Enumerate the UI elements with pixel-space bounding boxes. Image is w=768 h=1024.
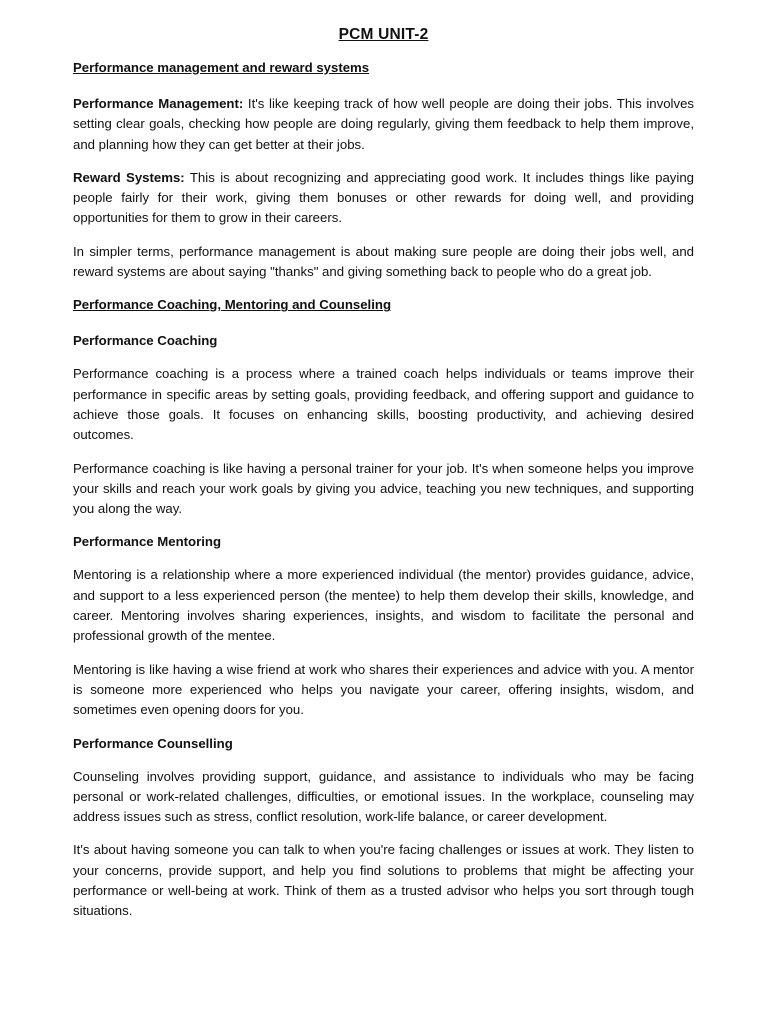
paragraph-mentoring-2: Mentoring is like having a wise friend at work who shares their experiences and advice with you. A mentor is someone more experienced who helps you navigate your career, offering insights, wisdom, and sometimes even opening doors for you. [73,661,694,718]
subheading-performance-coaching: Performance Coaching [73,333,218,349]
paragraph-lead: Reward Systems: [73,169,185,185]
paragraph-text: It's like keeping track of how well people are doing their jobs. This involves setting clear goals, checking how people are doing regularly, giving them feedback to help them improve, and planning how they can get better at their jobs. [73,96,694,152]
paragraph-counselling-2: It's about having someone you can talk to when you're facing challenges or issues at work. They listen to your concerns, provide support, and help you find solutions to problems that might be affecting your performance or well-being at work. Think of them as a trusted advisor who helps you sort through tough situations. [73,842,694,919]
subheading-performance-mentoring: Performance Mentoring [73,534,222,550]
document-title: PCM UNIT-2 [338,26,429,43]
paragraph-performance-management [73,94,694,155]
paragraph-counselling-1: Counseling involves providing support, guidance, and assistance to individuals who may be facing personal or work-related challenges, difficulties, or emotional issues. In the workplace, counseling may address issues such as stress, conflict resolution, work-life balance, or career development. [73,768,694,825]
subheading-performance-counselling: Performance Counselling [73,735,233,751]
paragraph-coaching-2: Performance coaching is like having a personal trainer for your job. It's when someone helps you improve your skills and reach your work goals by giving you advice, teaching you new techniques, and supporting you along the way. [73,460,694,517]
paragraph-mentoring-1: Mentoring is a relationship where a more experienced individual (the mentor) provides guidance, advice, and support to a less experienced person (the mentee) to help them develop their skills, knowledge, and career. Mentoring involves sharing experiences, insights, and wisdom to facilitate the personal and professional growth of the mentee. [73,567,694,644]
paragraph-reward-systems [73,168,694,229]
section-heading-coaching-mentoring-counseling: Performance Coaching, Mentoring and Counseling [73,297,391,313]
paragraph-coaching-1: Performance coaching is a process where a trained coach helps individuals or teams improve their performance in specific areas by setting goals, providing feedback, and offering support and guidance to achieve those goals. It focuses on enhancing skills, boosting productivity, and achieving desired outcomes. [73,366,694,443]
paragraph-simpler-terms: In simpler terms, performance management is about making sure people are doing their jobs well, and reward systems are about saying "thanks" and giving something back to people who do a great job. [73,243,694,280]
paragraph-text: This is about recognizing and appreciating good work. It includes things like paying people fairly for their work, giving them bonuses or other rewards for doing well, and providing opportunities for them to grow in their careers. [73,169,694,226]
paragraph-lead: Performance Management: [73,96,244,111]
section-heading-performance-management: Performance management and reward systems [73,60,370,75]
